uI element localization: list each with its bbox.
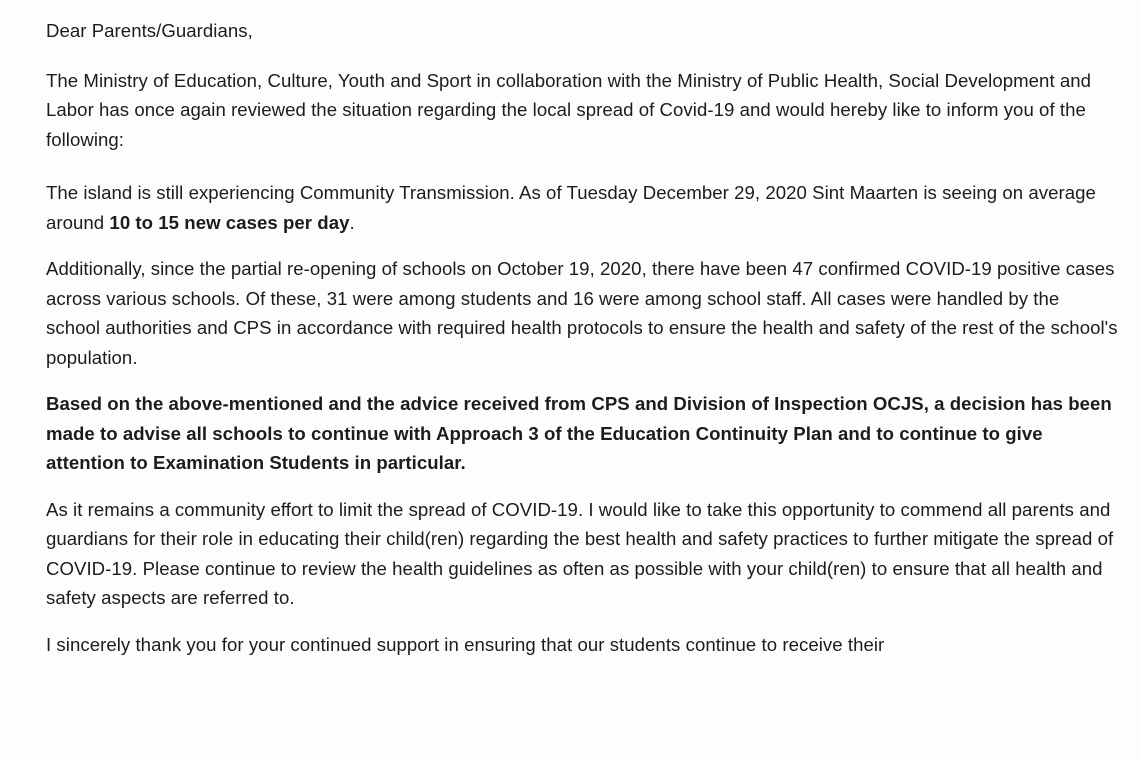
transmission-text: The island is still experiencing Community Transmission. As of Tuesday December 29, 2020 Sint Maarten is seeing on average around — [46, 182, 1096, 233]
paragraph-thanks: I sincerely thank you for your continued support in ensuring that our students continue to receive their — [46, 633, 885, 655]
paragraph-intro: The Ministry of Education, Culture, Youth and Sport in collaboration with the Ministry of Public Health, Social Development and Labor has once again reviewed the situation regarding the local spread of Covid-19 and would hereby like to inform you of the following: — [46, 69, 1092, 150]
transmission-end: . — [349, 211, 355, 233]
salutation: Dear Parents/Guardians, — [46, 20, 253, 41]
cases-per-day-highlight: 10 to 15 new cases per day — [109, 211, 350, 233]
paragraph-decision: Based on the above-mentioned and the advice received from CPS and Division of Inspection OCJS, a decision has been made to advise all schools to continue with Approach 3 of the Education Continuity Plan and to continue to give attention to Examination Students in particular. — [46, 393, 1112, 473]
paragraph-transmission — [46, 178, 1118, 237]
paragraph-community-effort: As it remains a community effort to limit the spread of COVID-19. I would like to take this opportunity to commend all parents and guardians for their role in educating their child(ren) regarding the best health and safety practices to further mitigate the spread of COVID-19. Please continue to review the health guidelines as often as possible with your child(ren) to ensure that all health and safety aspects are referred to. — [46, 498, 1114, 608]
paragraph-school-cases: Additionally, since the partial re-opening of schools on October 19, 2020, there have been 47 confirmed COVID-19 positive cases across various schools. Of these, 31 were among students and 16 were among school staff. All cases were handled by the school authorities and CPS in accordance with required health protocols to ensure the health and safety of the rest of the school's population. — [46, 258, 1118, 368]
